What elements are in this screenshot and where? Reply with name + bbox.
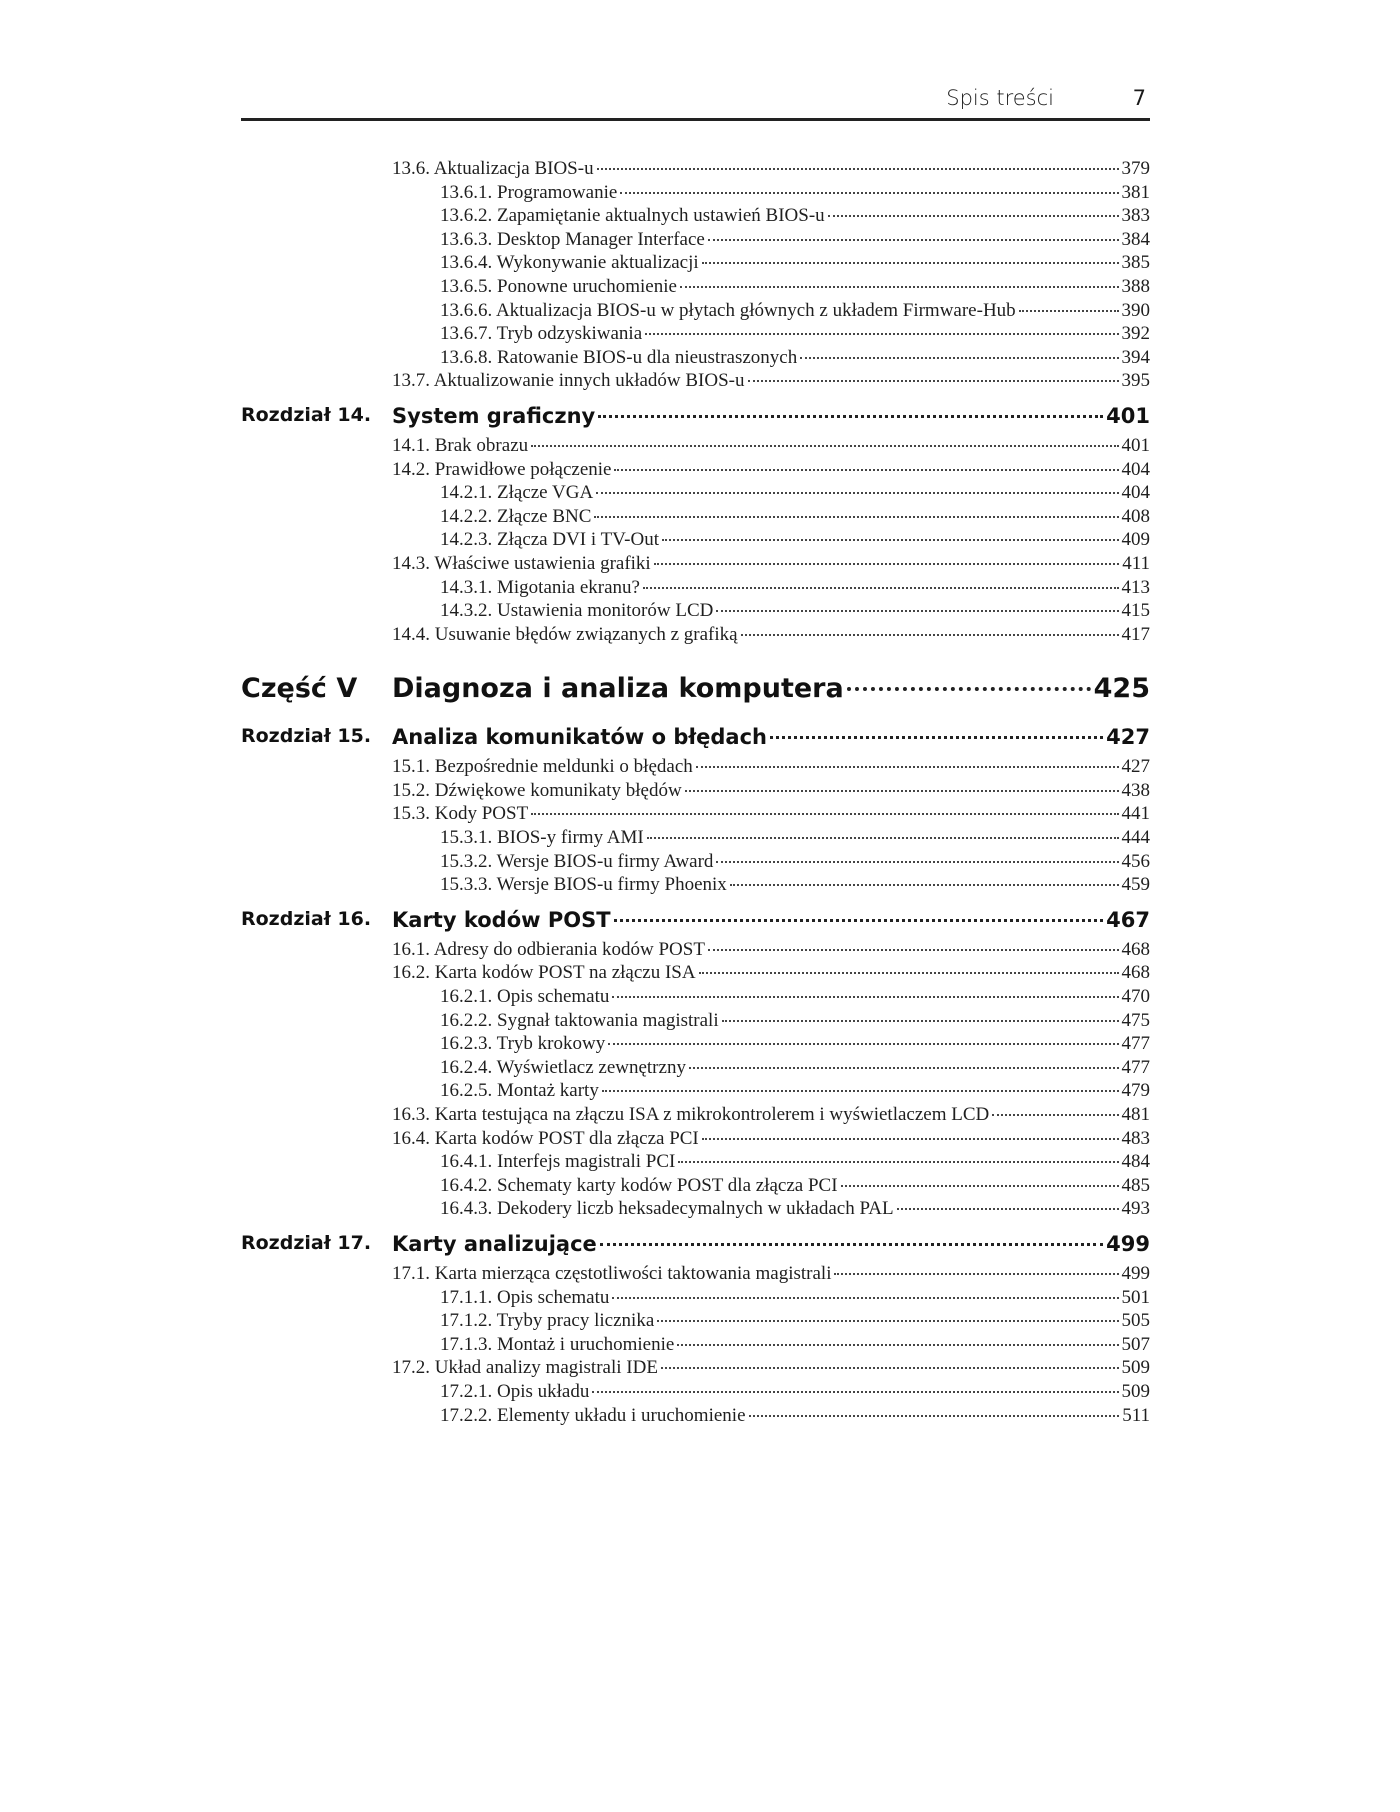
toc-entry-line bbox=[392, 939, 1150, 961]
toc-entry-title: 13.6. Aktualizacja BIOS-u bbox=[392, 158, 594, 179]
toc-entry-title: 14.2. Prawidłowe połączenie bbox=[392, 458, 612, 480]
toc-entry-sub bbox=[241, 1057, 1150, 1081]
toc-entry-sub bbox=[241, 1080, 1150, 1104]
toc-entry-page: 468 bbox=[1121, 938, 1150, 960]
toc-entry-line bbox=[440, 1198, 1150, 1220]
toc-entry-page: 427 bbox=[1106, 725, 1150, 750]
toc-entry-line bbox=[440, 506, 1150, 528]
toc-entry-title: 15.3.3. Wersje BIOS-u firmy Phoenix bbox=[440, 874, 727, 896]
toc-entry-line bbox=[440, 276, 1150, 298]
toc-entry-sub bbox=[241, 182, 1150, 206]
toc-entry-page: 409 bbox=[1121, 529, 1150, 551]
toc-entry-sub bbox=[241, 1033, 1150, 1057]
toc-entry-title: Karty analizujące bbox=[392, 1231, 597, 1256]
dot-leader bbox=[992, 1114, 1118, 1116]
toc-entry-line bbox=[440, 1405, 1150, 1427]
toc-entry-page: 499 bbox=[1106, 1231, 1150, 1256]
dot-leader bbox=[847, 687, 1091, 691]
toc-entry-sub bbox=[241, 276, 1150, 300]
toc-entry-title: 17.1.3. Montaż i uruchomienie bbox=[440, 1333, 675, 1355]
toc-entry-sec bbox=[241, 435, 1150, 459]
dot-leader bbox=[689, 1067, 1119, 1069]
dot-leader bbox=[602, 1090, 1119, 1092]
toc-entry-title: 14.2.2. Złącze BNC bbox=[440, 505, 592, 527]
header-title: Spis treści bbox=[946, 86, 1054, 110]
toc-entry-page: 475 bbox=[1121, 1009, 1150, 1031]
toc-entry-title: 16.4. Karta kodów POST dla złącza PCI bbox=[392, 1127, 699, 1149]
toc-entry-sub bbox=[241, 851, 1150, 875]
toc-entry-title: Diagnoza i analiza komputera bbox=[392, 673, 844, 705]
toc-entry-sub bbox=[241, 323, 1150, 347]
toc-entry-line bbox=[392, 1357, 1150, 1379]
toc-entry-page: 395 bbox=[1121, 370, 1150, 392]
toc-entry-page: 483 bbox=[1121, 1127, 1150, 1149]
dot-leader bbox=[600, 1243, 1103, 1246]
toc-entry-title: 16.4.3. Dekodery liczb heksadecymalnych w układach PAL bbox=[440, 1198, 894, 1220]
toc-entry-sub bbox=[241, 229, 1150, 253]
toc-entry-line bbox=[440, 874, 1150, 896]
toc-entry-line bbox=[392, 756, 1150, 778]
toc-entry-line bbox=[440, 252, 1150, 274]
header-page-number: 7 bbox=[1132, 86, 1146, 110]
toc-entry-page: 501 bbox=[1121, 1286, 1150, 1308]
dot-leader bbox=[677, 1344, 1118, 1346]
dot-leader bbox=[685, 790, 1119, 792]
toc-entry-title: 13.6.1. Programowanie bbox=[440, 181, 618, 203]
toc-entry-title: 13.6.4. Wykonywanie aktualizacji bbox=[440, 252, 699, 274]
toc-entry-title: 16.2.5. Montaż karty bbox=[440, 1080, 599, 1102]
toc-entry-line bbox=[440, 182, 1150, 204]
toc-entry-line bbox=[392, 803, 1150, 825]
toc-entry-line bbox=[440, 482, 1150, 504]
toc-entry-page: 408 bbox=[1121, 505, 1150, 527]
toc-entry-title: 16.2.4. Wyświetlacz zewnętrzny bbox=[440, 1056, 686, 1078]
dot-leader bbox=[702, 262, 1119, 264]
toc-entry-page: 383 bbox=[1121, 205, 1150, 227]
toc-entry-page: 417 bbox=[1121, 623, 1150, 645]
toc-entry-line bbox=[440, 205, 1150, 227]
dot-leader bbox=[614, 469, 1118, 471]
dot-leader bbox=[592, 1391, 1118, 1393]
toc-entry-title: 14.4. Usuwanie błędów związanych z grafiką bbox=[392, 623, 738, 645]
toc-entry-title: 13.6.6. Aktualizacja BIOS-u w płytach głównych z układem Firmware-Hub bbox=[440, 299, 1016, 321]
table-of-contents bbox=[241, 158, 1150, 1428]
toc-entry-title: 16.2.1. Opis schematu bbox=[440, 986, 610, 1008]
toc-entry-page: 413 bbox=[1121, 576, 1150, 598]
toc-entry-line bbox=[440, 1175, 1150, 1197]
toc-entry-line bbox=[440, 347, 1150, 369]
dot-leader bbox=[531, 445, 1118, 447]
toc-entry-line bbox=[440, 1057, 1150, 1079]
toc-entry-line bbox=[392, 673, 1150, 704]
toc-entry-sec bbox=[241, 1263, 1150, 1287]
dot-leader bbox=[645, 333, 1118, 335]
toc-entry-sec bbox=[241, 939, 1150, 963]
dot-leader bbox=[678, 1161, 1118, 1163]
toc-entry-line bbox=[392, 780, 1150, 802]
toc-entry-sec bbox=[241, 780, 1150, 804]
toc-entry-line bbox=[440, 1334, 1150, 1356]
toc-entry-page: 499 bbox=[1121, 1262, 1150, 1284]
toc-entry-title: 13.6.7. Tryb odzyskiwania bbox=[440, 323, 643, 345]
toc-entry-page: 415 bbox=[1121, 600, 1150, 622]
toc-entry-sec bbox=[241, 370, 1150, 394]
toc-entry-line bbox=[440, 577, 1150, 599]
dot-leader bbox=[716, 610, 1118, 612]
toc-entry-title: 17.2.1. Opis układu bbox=[440, 1380, 590, 1402]
toc-entry-title: 15.3. Kody POST bbox=[392, 803, 529, 825]
toc-entry-sub bbox=[241, 205, 1150, 229]
chapter-label: Rozdział 16. bbox=[241, 907, 372, 930]
chapter-label: Rozdział 14. bbox=[241, 403, 372, 426]
toc-entry-sec bbox=[241, 158, 1150, 182]
toc-entry-line bbox=[440, 1080, 1150, 1102]
toc-entry-sub bbox=[241, 1405, 1150, 1429]
toc-entry-line bbox=[440, 1033, 1150, 1055]
toc-entry-title: 15.3.2. Wersje BIOS-u firmy Award bbox=[440, 850, 714, 872]
toc-entry-title: 16.1. Adresy do odbierania kodów POST bbox=[392, 938, 705, 960]
dot-leader bbox=[730, 884, 1119, 886]
toc-entry-chap bbox=[241, 404, 1150, 435]
toc-entry-sub bbox=[241, 1287, 1150, 1311]
toc-entry-title: 15.1. Bezpośrednie meldunki o błędach bbox=[392, 756, 693, 778]
dot-leader bbox=[834, 1273, 1118, 1275]
toc-entry-line bbox=[392, 435, 1150, 457]
toc-entry-line bbox=[392, 725, 1150, 749]
dot-leader bbox=[596, 492, 1118, 494]
toc-entry-sub bbox=[241, 1310, 1150, 1334]
dot-leader bbox=[722, 1020, 1119, 1022]
dot-leader bbox=[647, 837, 1119, 839]
toc-entry-page: 467 bbox=[1106, 907, 1150, 932]
toc-entry-page: 390 bbox=[1121, 299, 1150, 321]
dot-leader bbox=[702, 1138, 1119, 1140]
toc-entry-line bbox=[440, 827, 1150, 849]
toc-entry-page: 384 bbox=[1121, 228, 1150, 250]
toc-entry-title: 14.2.3. Złącza DVI i TV-Out bbox=[440, 529, 659, 551]
toc-entry-line bbox=[440, 1381, 1150, 1403]
toc-entry-title: 15.2. Dźwiękowe komunikaty błędów bbox=[392, 779, 682, 801]
toc-entry-title: 14.1. Brak obrazu bbox=[392, 434, 529, 456]
part-label: Część V bbox=[241, 673, 358, 705]
toc-entry-page: 511 bbox=[1122, 1404, 1150, 1426]
toc-entry-page: 481 bbox=[1121, 1104, 1150, 1125]
toc-entry-line bbox=[440, 323, 1150, 345]
toc-entry-page: 379 bbox=[1121, 158, 1150, 179]
toc-entry-sub bbox=[241, 874, 1150, 898]
toc-entry-sec bbox=[241, 962, 1150, 986]
toc-entry-title: 16.3. Karta testująca na złączu ISA z mikrokontrolerem i wyświetlaczem LCD bbox=[392, 1104, 990, 1125]
dot-leader bbox=[748, 380, 1119, 382]
toc-entry-title: 16.2.3. Tryb krokowy bbox=[440, 1033, 606, 1055]
toc-entry-page: 470 bbox=[1121, 986, 1150, 1008]
toc-entry-page: 392 bbox=[1121, 323, 1150, 345]
toc-entry-title: 17.1. Karta mierząca częstotliwości taktowania magistrali bbox=[392, 1262, 832, 1284]
toc-entry-line bbox=[392, 908, 1150, 932]
dot-leader bbox=[800, 357, 1118, 359]
toc-entry-line bbox=[440, 851, 1150, 873]
toc-entry-line bbox=[392, 404, 1150, 428]
toc-entry-sec bbox=[241, 756, 1150, 780]
toc-entry-line bbox=[440, 986, 1150, 1008]
toc-entry-page: 381 bbox=[1121, 181, 1150, 203]
toc-entry-title: 16.4.1. Interfejs magistrali PCI bbox=[440, 1151, 676, 1173]
toc-entry-title: 17.2.2. Elementy układu i uruchomienie bbox=[440, 1404, 746, 1426]
toc-entry-line bbox=[392, 962, 1150, 984]
dot-leader bbox=[828, 215, 1119, 217]
chapter-label: Rozdział 17. bbox=[241, 1231, 372, 1254]
toc-entry-title: 14.2.1. Złącze VGA bbox=[440, 482, 594, 504]
toc-entry-title: 13.6.3. Desktop Manager Interface bbox=[440, 228, 705, 250]
dot-leader bbox=[598, 415, 1103, 418]
toc-entry-page: 456 bbox=[1121, 850, 1150, 872]
toc-entry-title: 16.2.2. Sygnał taktowania magistrali bbox=[440, 1009, 719, 1031]
dot-leader bbox=[749, 1415, 1120, 1417]
toc-entry-line bbox=[392, 1232, 1150, 1256]
toc-entry-sub bbox=[241, 347, 1150, 371]
toc-entry-page: 477 bbox=[1121, 1033, 1150, 1055]
toc-entry-page: 401 bbox=[1121, 434, 1150, 456]
chapter-label: Rozdział 15. bbox=[241, 725, 372, 748]
toc-entry-page: 505 bbox=[1121, 1310, 1150, 1332]
toc-entry-line bbox=[392, 459, 1150, 481]
dot-leader bbox=[661, 1367, 1119, 1369]
toc-entry-line bbox=[392, 624, 1150, 646]
dot-leader bbox=[643, 587, 1119, 589]
toc-entry-line bbox=[440, 1010, 1150, 1032]
toc-entry-title: 17.1.2. Tryby pracy licznika bbox=[440, 1310, 655, 1332]
toc-entry-sec bbox=[241, 553, 1150, 577]
toc-entry-sub bbox=[241, 1010, 1150, 1034]
toc-entry-sub bbox=[241, 252, 1150, 276]
toc-entry-line bbox=[392, 1263, 1150, 1285]
toc-entry-title: System graficzny bbox=[392, 403, 596, 428]
toc-entry-sub bbox=[241, 986, 1150, 1010]
toc-entry-page: 388 bbox=[1121, 275, 1150, 297]
toc-entry-page: 385 bbox=[1121, 252, 1150, 274]
dot-leader bbox=[699, 972, 1119, 974]
toc-entry-line bbox=[440, 1151, 1150, 1173]
toc-entry-chap bbox=[241, 908, 1150, 939]
toc-entry-line bbox=[440, 300, 1150, 322]
toc-entry-line bbox=[392, 370, 1150, 392]
toc-entry-line bbox=[440, 229, 1150, 251]
toc-entry-sec bbox=[241, 624, 1150, 648]
toc-entry-sub bbox=[241, 827, 1150, 851]
toc-entry-page: 394 bbox=[1121, 346, 1150, 368]
toc-entry-page: 404 bbox=[1121, 458, 1150, 480]
toc-entry-sub bbox=[241, 1198, 1150, 1222]
toc-entry-part bbox=[241, 673, 1150, 715]
toc-entry-page: 509 bbox=[1121, 1380, 1150, 1402]
toc-entry-sub bbox=[241, 600, 1150, 624]
dot-leader bbox=[770, 736, 1103, 739]
toc-entry-page: 438 bbox=[1121, 779, 1150, 801]
toc-entry-line bbox=[392, 158, 1150, 180]
toc-entry-title: 14.3.1. Migotania ekranu? bbox=[440, 576, 640, 598]
toc-entry-sub bbox=[241, 1381, 1150, 1405]
toc-entry-sec bbox=[241, 459, 1150, 483]
dot-leader bbox=[620, 192, 1118, 194]
toc-entry-sub bbox=[241, 482, 1150, 506]
toc-entry-sub bbox=[241, 1334, 1150, 1358]
dot-leader bbox=[594, 516, 1118, 518]
toc-entry-sec bbox=[241, 1128, 1150, 1152]
toc-entry-line bbox=[440, 600, 1150, 622]
toc-entry-title: 13.7. Aktualizowanie innych układów BIOS-u bbox=[392, 370, 745, 392]
toc-entry-title: 14.3.2. Ustawienia monitorów LCD bbox=[440, 600, 714, 622]
dot-leader bbox=[662, 539, 1119, 541]
toc-entry-line bbox=[392, 1104, 1150, 1126]
toc-entry-chap bbox=[241, 1232, 1150, 1263]
toc-entry-page: 509 bbox=[1121, 1357, 1150, 1379]
toc-entry-line bbox=[392, 1128, 1150, 1150]
dot-leader bbox=[608, 1043, 1118, 1045]
toc-entry-sec bbox=[241, 1104, 1150, 1128]
toc-entry-sub bbox=[241, 1175, 1150, 1199]
toc-entry-sub bbox=[241, 577, 1150, 601]
toc-entry-sub bbox=[241, 506, 1150, 530]
toc-entry-page: 401 bbox=[1106, 403, 1150, 428]
toc-entry-page: 427 bbox=[1121, 756, 1150, 778]
dot-leader bbox=[597, 168, 1119, 170]
toc-entry-line bbox=[440, 1310, 1150, 1332]
dot-leader bbox=[741, 634, 1119, 636]
toc-entry-page: 477 bbox=[1121, 1056, 1150, 1078]
toc-entry-sec bbox=[241, 1357, 1150, 1381]
toc-entry-title: 16.2. Karta kodów POST na złączu ISA bbox=[392, 962, 696, 984]
toc-entry-page: 444 bbox=[1121, 827, 1150, 849]
dot-leader bbox=[531, 813, 1118, 815]
toc-entry-page: 493 bbox=[1121, 1198, 1150, 1220]
toc-entry-page: 404 bbox=[1121, 482, 1150, 504]
dot-leader bbox=[612, 1297, 1118, 1299]
toc-entry-sub bbox=[241, 1151, 1150, 1175]
dot-leader bbox=[708, 949, 1119, 951]
toc-entry-title: Karty kodów POST bbox=[392, 907, 611, 932]
toc-entry-page: 507 bbox=[1121, 1333, 1150, 1355]
dot-leader bbox=[680, 286, 1119, 288]
dot-leader bbox=[841, 1185, 1119, 1187]
toc-entry-page: 484 bbox=[1121, 1151, 1150, 1173]
toc-entry-title: 17.2. Układ analizy magistrali IDE bbox=[392, 1357, 658, 1379]
toc-entry-line bbox=[440, 529, 1150, 551]
dot-leader bbox=[897, 1208, 1119, 1210]
dot-leader bbox=[696, 766, 1119, 768]
toc-entry-page: 411 bbox=[1122, 552, 1150, 574]
running-header bbox=[241, 84, 1150, 121]
toc-entry-chap bbox=[241, 725, 1150, 756]
toc-entry-page: 479 bbox=[1121, 1080, 1150, 1102]
toc-entry-page: 441 bbox=[1121, 803, 1150, 825]
toc-entry-sec bbox=[241, 803, 1150, 827]
toc-entry-sub bbox=[241, 529, 1150, 553]
dot-leader bbox=[716, 861, 1118, 863]
dot-leader bbox=[612, 996, 1118, 998]
toc-entry-line bbox=[440, 1287, 1150, 1309]
dot-leader bbox=[654, 563, 1119, 565]
dot-leader bbox=[708, 239, 1119, 241]
toc-entry-title: Analiza komunikatów o błędach bbox=[392, 725, 768, 750]
dot-leader bbox=[614, 919, 1104, 922]
toc-entry-page: 425 bbox=[1093, 673, 1150, 705]
toc-entry-title: 13.6.8. Ratowanie BIOS-u dla nieustraszonych bbox=[440, 346, 798, 368]
toc-entry-page: 459 bbox=[1121, 874, 1150, 896]
toc-entry-line bbox=[392, 553, 1150, 575]
toc-entry-page: 468 bbox=[1121, 962, 1150, 984]
toc-entry-page: 485 bbox=[1121, 1174, 1150, 1196]
toc-entry-title: 14.3. Właściwe ustawienia grafiki bbox=[392, 552, 651, 574]
toc-entry-title: 13.6.5. Ponowne uruchomienie bbox=[440, 275, 677, 297]
dot-leader bbox=[1019, 310, 1119, 312]
toc-entry-sub bbox=[241, 300, 1150, 324]
toc-entry-title: 16.4.2. Schematy karty kodów POST dla złącza PCI bbox=[440, 1174, 838, 1196]
toc-entry-title: 15.3.1. BIOS-y firmy AMI bbox=[440, 827, 644, 849]
toc-entry-title: 13.6.2. Zapamiętanie aktualnych ustawień BIOS-u bbox=[440, 205, 825, 227]
toc-entry-title: 17.1.1. Opis schematu bbox=[440, 1286, 610, 1308]
dot-leader bbox=[657, 1320, 1118, 1322]
